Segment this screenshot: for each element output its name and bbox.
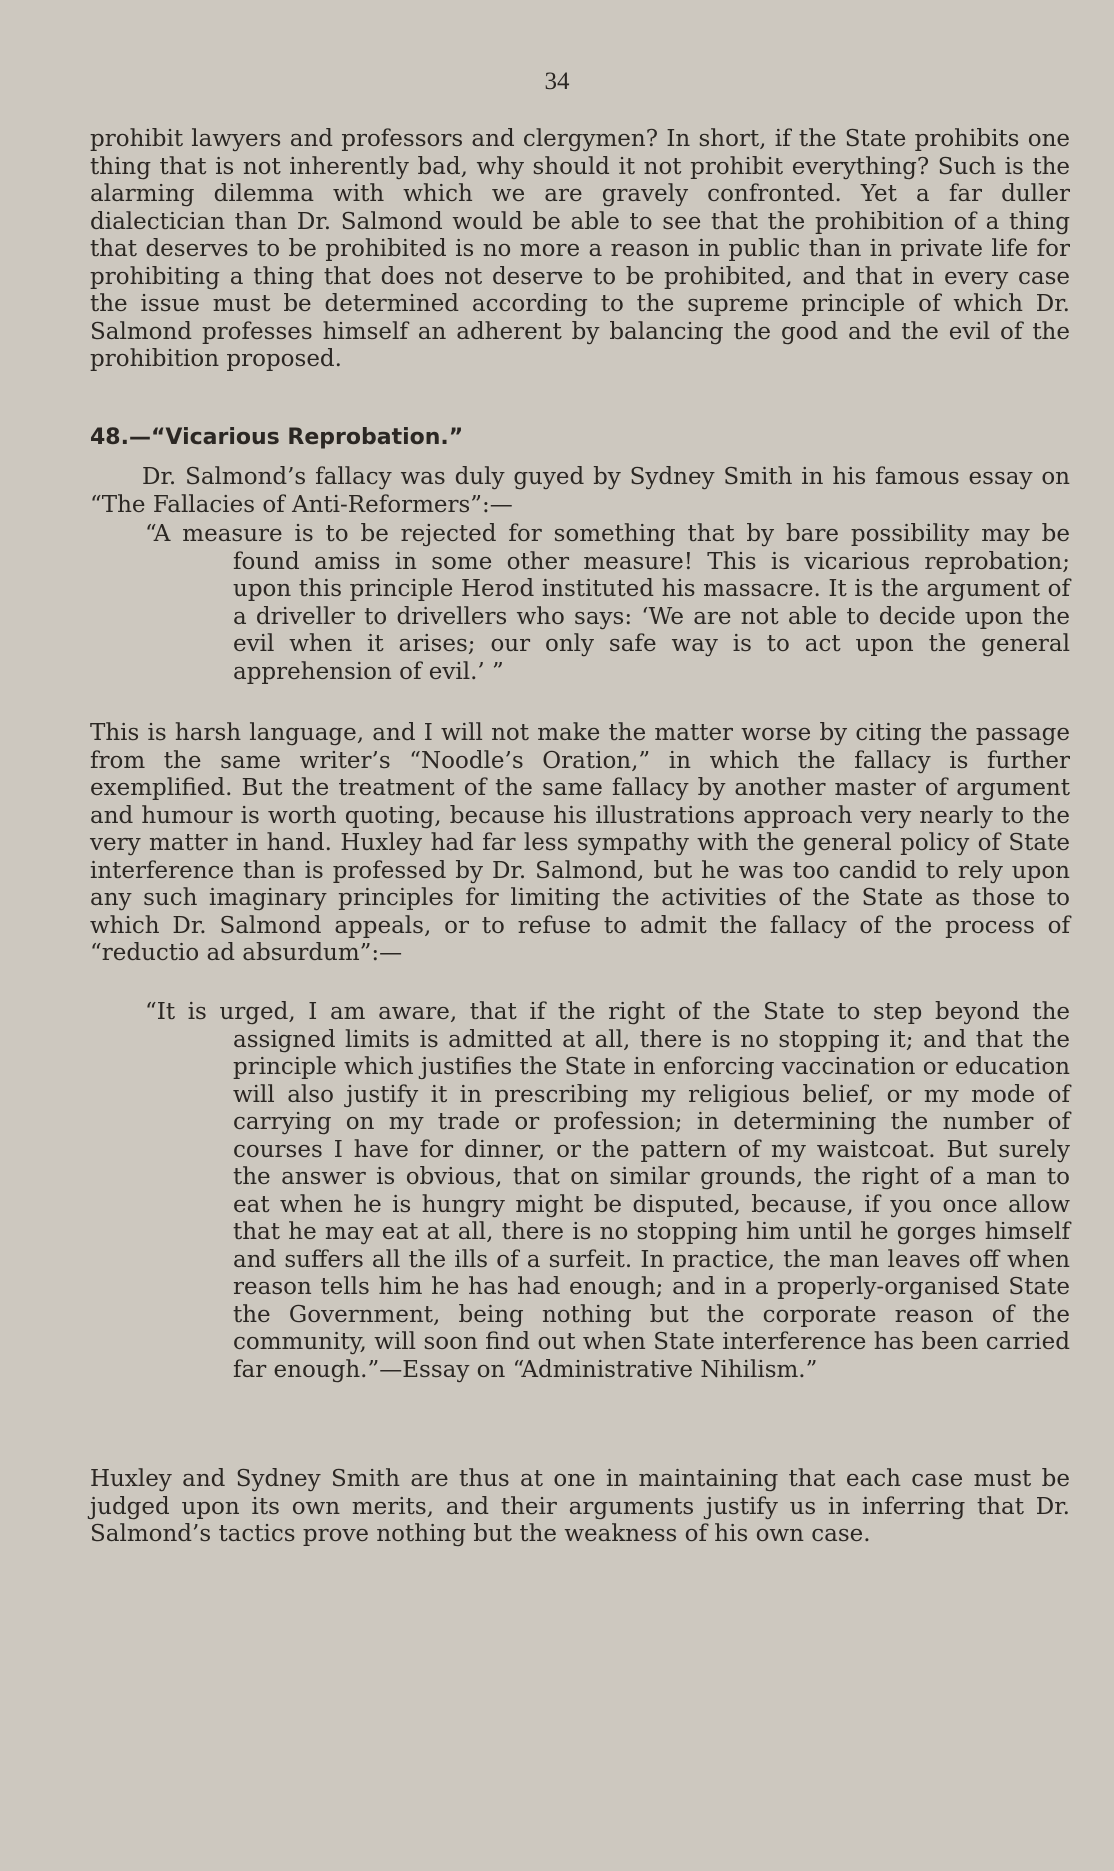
paragraph-text: Huxley and Sydney Smith are thus at one in maintaining that each case must be judged upon its own merits, and their arguments justify us in inferring that Dr. Salmond’s tactics prove nothing but the weakness of his own case. bbox=[90, 1466, 1070, 1547]
paragraph-text: Dr. Salmond’s fallacy was duly guyed by Sydney Smith in his famous essay on “The Fallacies of Anti-Reformers”:— bbox=[90, 464, 1070, 518]
section-heading: 48.—“Vicarious Reprobation.” bbox=[90, 425, 464, 450]
blockquote-huxley: “It is urged, I am aware, that if the right of the State to step beyond the assigned limits is admitted at all, there is no stopping it; and that the principle which justifies the State in enforcing vaccination or education will also justify it in prescribing my religious belief, or my mode of carrying on my trade or profession; in determining the number of courses I have for dinner, or the pattern of my waistcoat. But surely the answer is obvious, that on similar grounds, the right of a man to eat when he is hungry might be disputed, because, if you once allow that he may eat at all, there is no stopping him until he gorges himself and suffers all the ills of a surfeit. In practice, the man leaves off when reason tells him he has had enough; and in a properly-organised State the Government, being nothing but the corporate reason of the community, will soon find out when State interference has been carried far enough.”—Essay on “Administrative Nihilism.” bbox=[145, 999, 1070, 1383]
paragraph-sydney-smith-intro bbox=[90, 464, 1070, 519]
paragraph-text: This is harsh language, and I will not make the matter worse by citing the passage from the same writer’s “Noodle’s Oration,” in which the fallacy is further exemplified. But the treatment of the same fallacy by another master of argument and humour is worth quoting, because his illustrations approach very nearly to the very matter in hand. Huxley had far less sympathy with the general policy of State interference than is professed by Dr. Salmond, but he was too candid to rely upon any such imaginary principles for limiting the activities of the State as those to which Dr. Salmond appeals, or to refuse to admit the fallacy of the process of “reductio ad absurdum”:— bbox=[90, 720, 1070, 966]
blockquote-sydney-smith: “A measure is to be rejected for something that by bare possibility may be found amiss in some other measure! This is vicarious reprobation; upon this principle Herod instituted his massacre. It is the argument of a driveller to drivellers who says: ‘We are not able to decide upon the evil when it arises; our only safe way is to act upon the general apprehension of evil.’ ” bbox=[145, 521, 1070, 685]
paragraph-prohibition bbox=[90, 126, 1070, 374]
page-number: 34 bbox=[544, 68, 570, 95]
paragraph-huxley-intro bbox=[90, 720, 1070, 968]
paragraph-text: prohibit lawyers and professors and clergymen? In short, if the State prohibits one thing that is not inherently bad, why should it not prohibit everything? Such is the alarming dilemma with which we are gravely confronted. Yet a far duller dialectician than Dr. Salmond would be able to see that the prohibition of a thing that deserves to be prohibited is no more a reason in public than in private life for prohibiting a thing that does not deserve to be prohibited, and that in every case the issue must be determined according to the supreme principle of which Dr. Salmond professes himself an adherent by balancing the good and the evil of the prohibition proposed. bbox=[90, 126, 1070, 372]
paragraph-conclusion bbox=[90, 1466, 1070, 1549]
